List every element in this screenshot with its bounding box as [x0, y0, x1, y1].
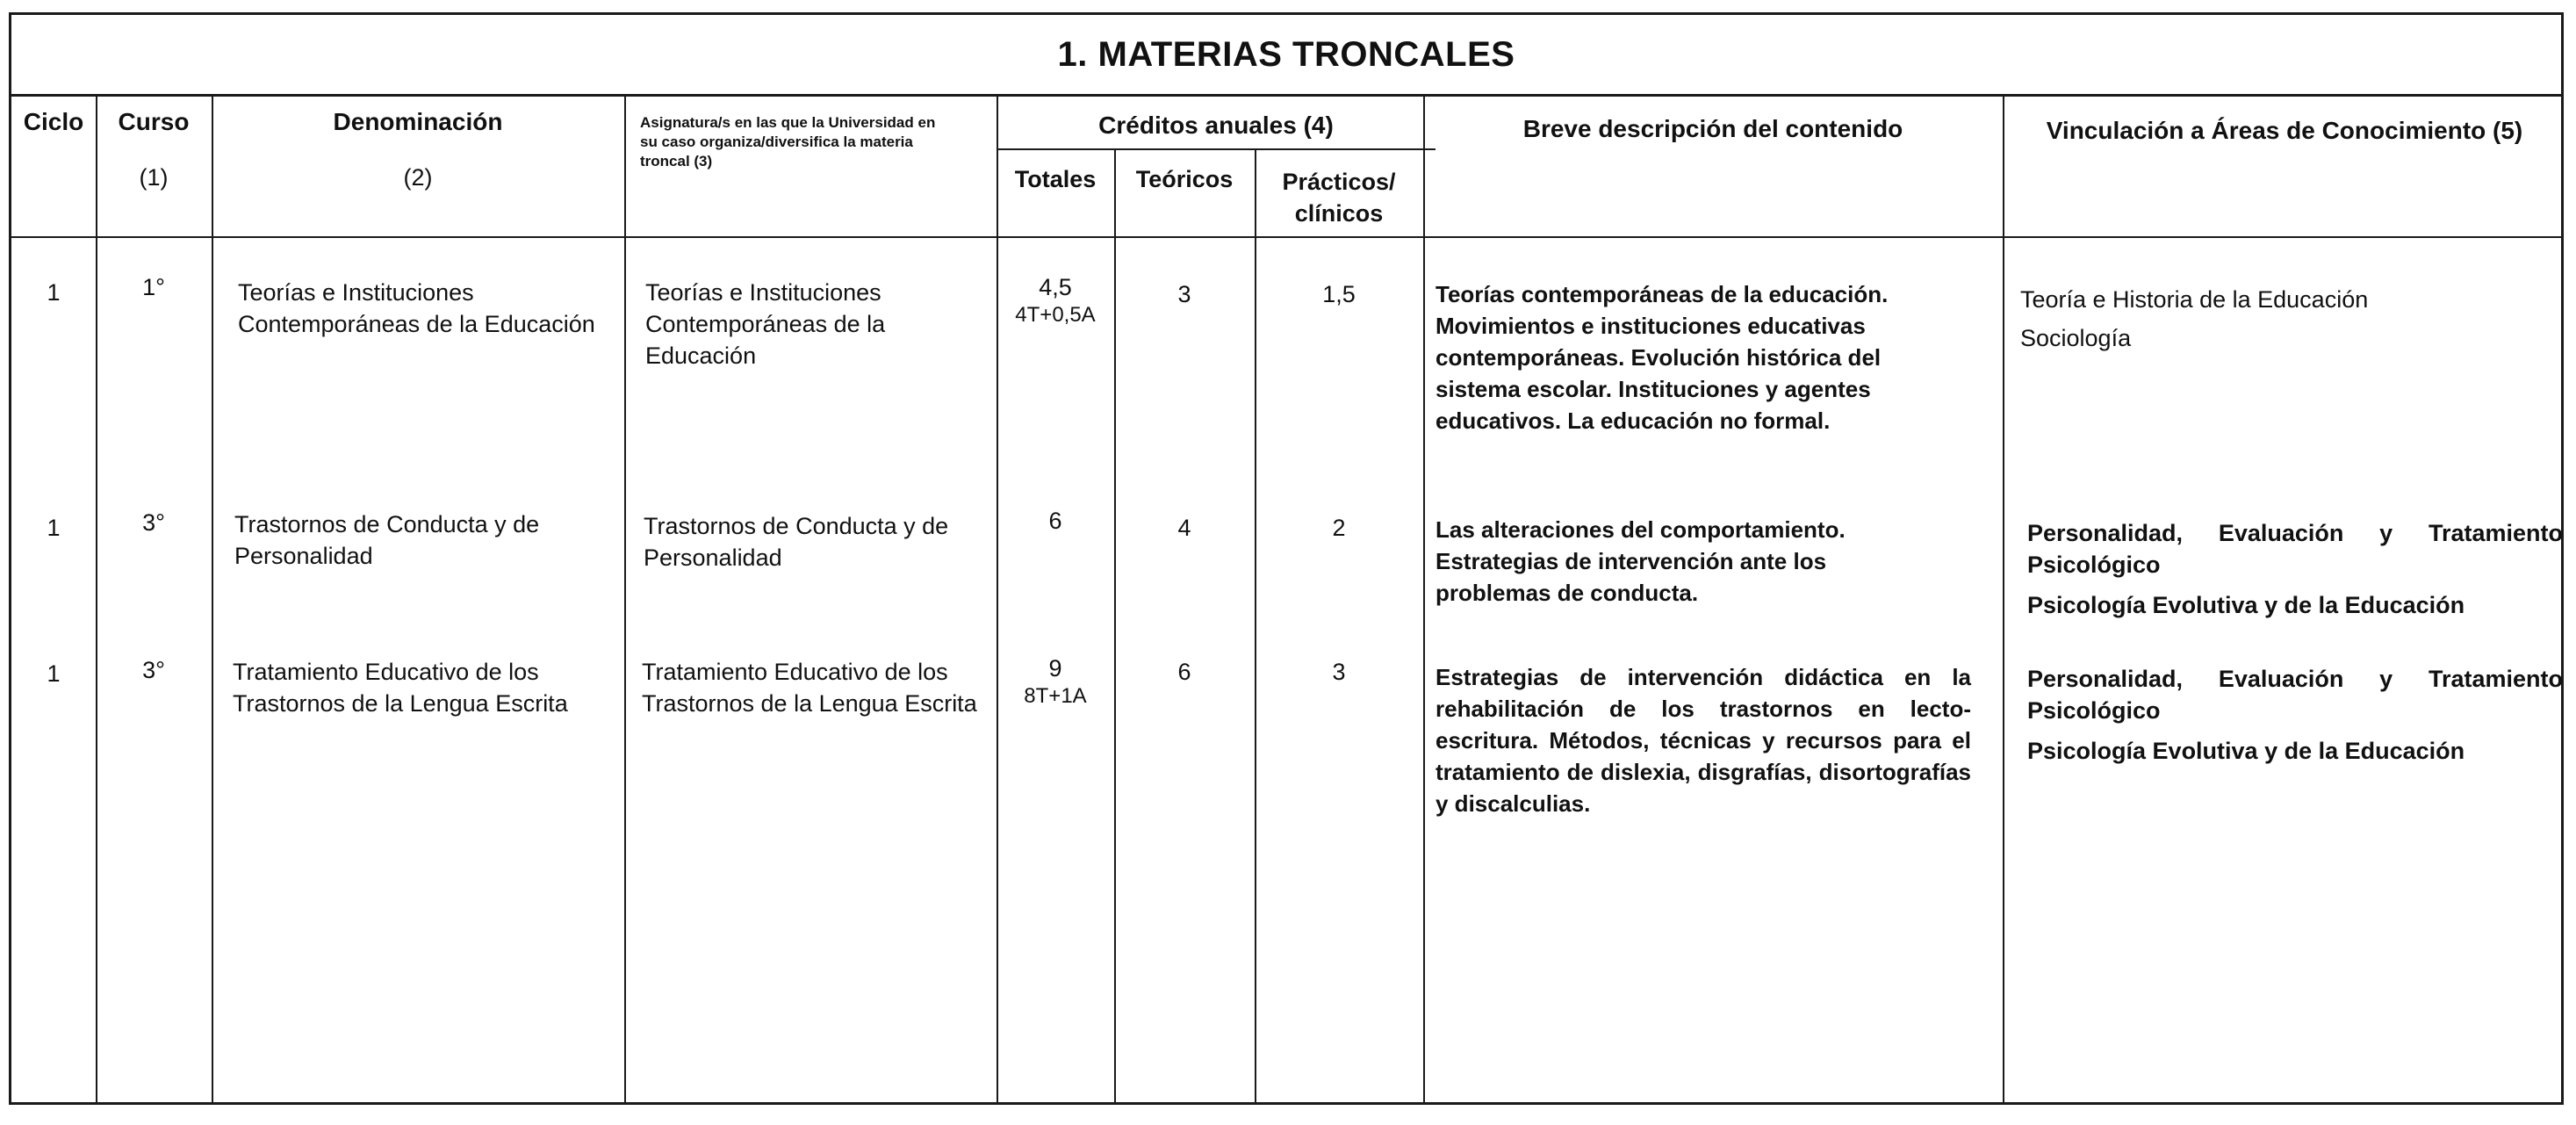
header-divider	[11, 236, 2561, 238]
header-creditos: Créditos anuales (4)	[1098, 112, 1334, 139]
header-ciclo: Ciclo	[23, 108, 84, 135]
header-asignatura: Asignatura/s en las que la Universidad en su caso organiza/diversifica la materia troncal (3)	[640, 114, 936, 169]
header-descripcion: Breve descripción del contenido	[1522, 115, 1903, 142]
row1-ciclo: 1	[47, 279, 61, 306]
row1-descripcion: Teorías contemporáneas de la educación. Movimientos e instituciones educativas contemporáneas. Evolución histórica del sistema escolar. Instituciones y agentes educativos. La educación no formal.	[1436, 281, 1889, 434]
row3-ciclo: 1	[47, 660, 61, 687]
col-divider-ciclo	[96, 94, 97, 1102]
row2-descripcion: Las alteraciones del comportamiento. Estrategias de intervención ante los problemas de conducta.	[1436, 516, 1846, 606]
row2-curso: 3°	[142, 509, 165, 536]
col-divider-curso	[212, 94, 213, 1102]
row3-curso: 3°	[142, 657, 165, 683]
row1-totales-detail: 4T+0,5A	[1015, 303, 1096, 327]
materias-troncales-table	[9, 12, 2564, 1105]
row3-denominacion: Tratamiento Educativo de los Trastornos de la Lengua Escrita	[233, 659, 568, 717]
header-denominacion-note: (2)	[403, 164, 433, 191]
row2-area-1: Personalidad, Evaluación y Tratamiento Psicológico	[2027, 520, 2563, 578]
row2-area-2: Psicología Evolutiva y de la Educación	[2027, 592, 2465, 618]
row3-totales-detail: 8T+1A	[1024, 684, 1087, 708]
row1-curso: 1°	[142, 274, 165, 300]
table-title-row	[11, 15, 2561, 97]
col-divider-denominacion	[624, 94, 626, 1102]
row1-denominacion: Teorías e Instituciones Contemporáneas de la Educación	[238, 279, 595, 337]
header-teoricos: Teóricos	[1135, 166, 1234, 192]
row3-totales: 9	[1048, 655, 1062, 681]
col-divider-descripcion	[2003, 94, 2004, 1102]
row3-area-2: Psicología Evolutiva y de la Educación	[2027, 738, 2465, 764]
row2-denominacion: Trastornos de Conducta y de Personalidad	[234, 511, 540, 569]
header-practicos: Prácticos/ clínicos	[1282, 169, 1396, 227]
row1-asignatura: Teorías e Instituciones Contemporáneas de la Educación	[645, 279, 886, 369]
row2-areas	[2027, 517, 2563, 621]
row3-asignatura: Tratamiento Educativo de los Trastornos de la Lengua Escrita	[642, 659, 977, 717]
row2-teoricos: 4	[1177, 515, 1191, 541]
col-divider-practicos	[1423, 94, 1425, 1102]
row3-areas	[2027, 663, 2563, 767]
row3-descripcion: Estrategias de intervención didáctica en la rehabilitación de los trastornos en lecto-escritura. Métodos, técnicas y recursos para el tratamiento de dislexia, disgrafías, disortografías y discalculias.	[1436, 664, 1971, 817]
header-curso: Curso	[118, 108, 190, 135]
row1-area-1: Teoría e Historia de la Educación	[2020, 286, 2369, 313]
col-divider-asignatura	[997, 94, 998, 1102]
row1-practicos: 1,5	[1322, 281, 1356, 307]
row1-areas	[2020, 280, 2547, 357]
header-curso-note: (1)	[139, 164, 169, 191]
table-title: 1. MATERIAS TRONCALES	[1057, 34, 1515, 74]
row3-teoricos: 6	[1177, 659, 1191, 685]
row3-area-1: Personalidad, Evaluación y Tratamiento Psicológico	[2027, 666, 2563, 724]
header-vinculacion: Vinculación a Áreas de Conocimiento (5)	[2046, 117, 2523, 144]
creditos-subheader-divider	[997, 148, 1436, 150]
row2-totales: 6	[1048, 508, 1062, 534]
row3-practicos: 3	[1332, 659, 1346, 685]
row1-teoricos: 3	[1177, 281, 1191, 307]
row2-asignatura: Trastornos de Conducta y de Personalidad	[644, 513, 949, 571]
row2-ciclo: 1	[47, 515, 61, 541]
row1-totales: 4,5	[1039, 274, 1072, 300]
row2-practicos: 2	[1332, 515, 1346, 541]
header-denominacion: Denominación	[333, 108, 503, 135]
header-totales: Totales	[1014, 166, 1097, 192]
row1-area-2: Sociología	[2020, 325, 2132, 351]
